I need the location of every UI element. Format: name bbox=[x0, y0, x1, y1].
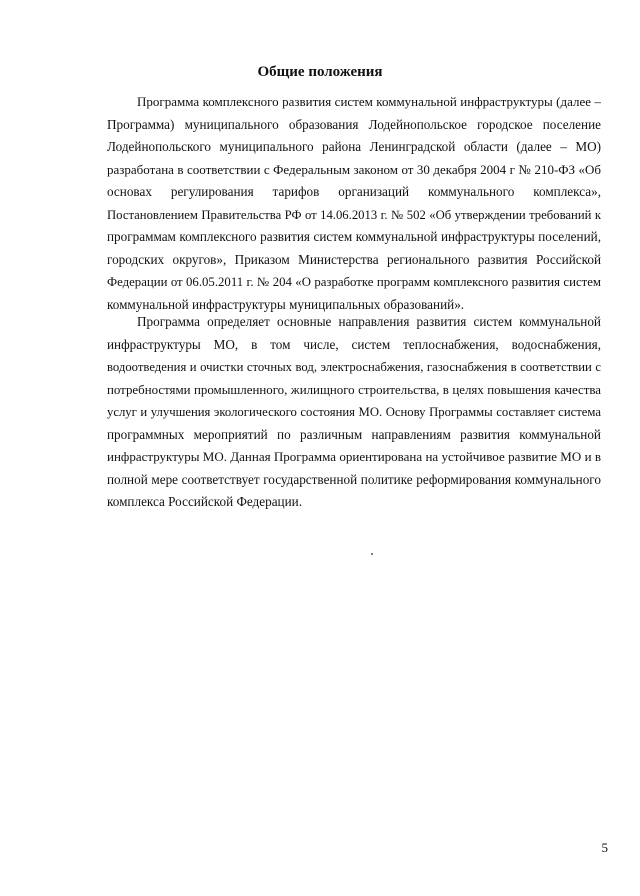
text-line: инфраструктуры МО. Данная Программа ориентирована на устойчивое развитие МО и в bbox=[107, 449, 601, 464]
text-line: коммунальной инфраструктуры муниципальных образований». bbox=[107, 296, 465, 312]
text-line: Программа комплексного развития систем коммунальной инфраструктуры (далее – bbox=[137, 94, 601, 109]
text-line: программных мероприятий по различным направлениям развития коммунальной bbox=[107, 426, 601, 442]
scan-speck bbox=[371, 553, 373, 555]
text-line: услуг и улучшения экологического состояния МО. Основу Программы составляет система bbox=[107, 405, 601, 419]
text-line: водоотведения и очистки сточных вод, электроснабжения, газоснабжения в соответствии с bbox=[107, 360, 601, 374]
text-line: потребностями промышленного, жилищного строительства, в целях повышения качества bbox=[107, 382, 601, 397]
text-line: Федерации от 06.05.2011 г. № 204 «О разработке программ комплексного развития систем bbox=[107, 275, 601, 289]
paragraph-program-directions bbox=[107, 311, 601, 514]
text-line: Программа определяет основные направления развития систем коммунальной bbox=[137, 314, 601, 329]
text-line: городских округов», Приказом Министерства регионального развития Российской bbox=[107, 251, 601, 267]
text-line: комплекса Российской Федерации. bbox=[107, 494, 303, 509]
text-line: основах регулирования тарифов организаций коммунального комплекса», bbox=[107, 184, 601, 199]
text-line: полной мере соответствует государственной политике реформирования коммунального bbox=[107, 471, 601, 487]
page-number: 5 bbox=[601, 840, 608, 855]
text-line: Лодейнопольского муниципального района Ленинградской области (далее – МО) bbox=[107, 139, 601, 154]
text-line: программам комплексного развития систем коммунальной инфраструктуры поселений, bbox=[107, 229, 601, 244]
section-heading: Общие положения bbox=[257, 64, 383, 80]
text-line: разработана в соответствии с Федеральным законом от 30 декабря 2004 г № 210-ФЗ «Об bbox=[107, 161, 601, 177]
text-line: Постановлением Правительства РФ от 14.06.2013 г. № 502 «Об утверждении требований к bbox=[107, 207, 601, 222]
paragraph-program-basis bbox=[107, 91, 601, 316]
text-line: Программа) муниципального образования Лодейнопольское городское поселение bbox=[107, 116, 601, 132]
text-line: инфраструктуры МО, в том числе, систем теплоснабжения, водоснабжения, bbox=[107, 336, 601, 352]
